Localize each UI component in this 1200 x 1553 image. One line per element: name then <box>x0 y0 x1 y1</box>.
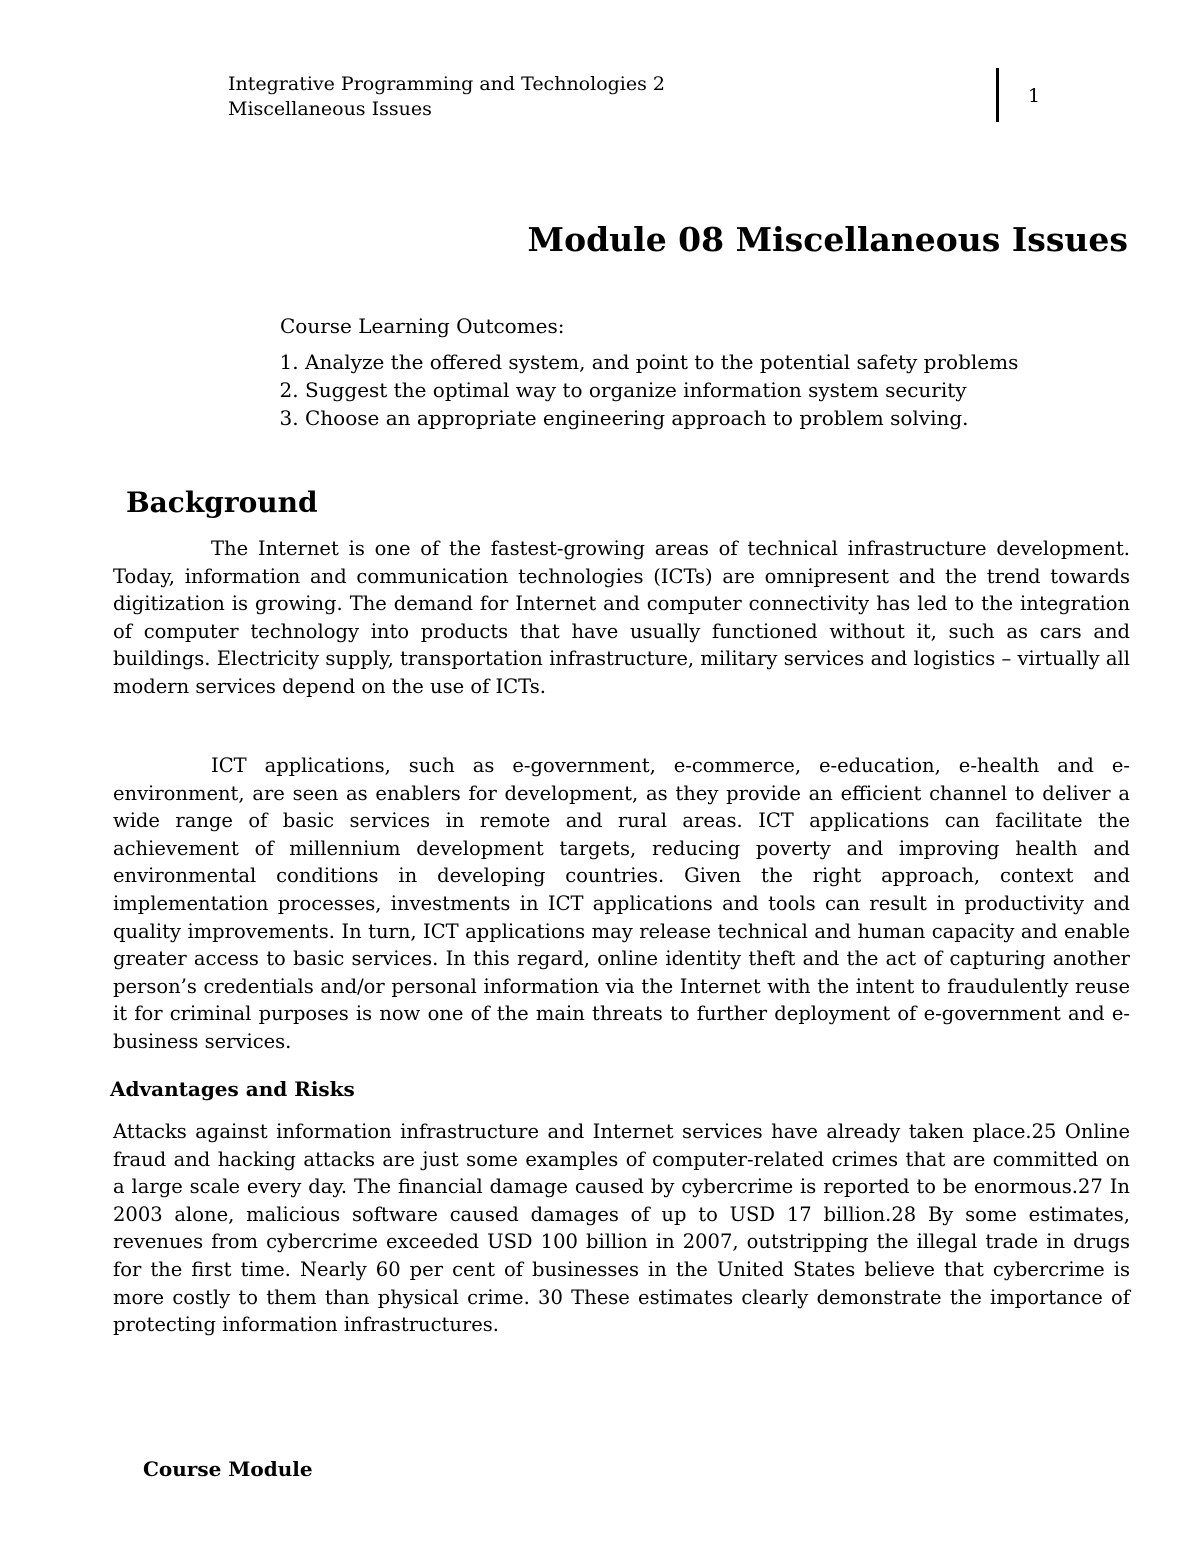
page-number: 1 <box>1028 85 1041 107</box>
advantages-heading: Advantages and Risks <box>110 1077 355 1101</box>
learning-outcomes <box>280 314 1018 432</box>
module-title: Module 08 Miscellaneous Issues <box>527 220 1128 259</box>
learning-outcome-item: 2. Suggest the optimal way to organize information system security <box>305 376 1018 404</box>
running-header <box>228 72 665 122</box>
background-paragraph-1: The Internet is one of the fastest-growing areas of technical infrastructure development. Today, information and communication technologies (ICTs) are omnipresent and the trend towards digitization is growing. The demand for Internet and computer connectivity has led to the integration of computer technology into products that have usually functioned without it, such as cars and buildings. Electricity supply, transportation infrastructure, military services and logistics – virtually all modern services depend on the use of ICTs. <box>113 537 1130 698</box>
header-subtitle: Miscellaneous Issues <box>228 98 432 120</box>
learning-outcome-item: 3. Choose an appropriate engineering approach to problem solving. <box>305 404 1018 432</box>
learning-outcomes-label: Course Learning Outcomes: <box>280 314 565 338</box>
background-heading: Background <box>126 486 318 519</box>
learning-outcome-item: 1. Analyze the offered system, and point to the potential safety problems <box>305 348 1018 376</box>
advantages-paragraph: Attacks against information infrastructure and Internet services have already taken place.25 Online fraud and hacking attacks are just some examples of computer-related crimes that are committed on a large scale every day. The financial damage caused by cybercrime is reported to be enormous.27 In 2003 alone, malicious software caused damages of up to USD 17 billion.28 By some estimates, revenues from cybercrime exceeded USD 100 billion in 2007, outstripping the illegal trade in drugs for the first time. Nearly 60 per cent of businesses in the United States believe that cybercrime is more costly to them than physical crime. 30 These estimates clearly demonstrate the importance of protecting information infrastructures. <box>113 1120 1130 1337</box>
background-paragraph-2: ICT applications, such as e-government, e-commerce, e-education, e-health and e-environment, are seen as enablers for development, as they provide an efficient channel to deliver a wide range of basic services in remote and rural areas. ICT applications can facilitate the achievement of millennium development targets, reducing poverty and improving health and environmental conditions in developing countries. Given the right approach, context and implementation processes, investments in ICT applications and tools can result in productivity and quality improvements. In turn, ICT applications may release technical and human capacity and enable greater access to basic services. In this regard, online identity theft and the act of capturing another person’s credentials and/or personal information via the Internet with the intent to fraudulently reuse it for criminal purposes is now one of the main threats to further deployment of e-government and e-business services. <box>113 754 1130 1053</box>
page-number-divider <box>996 68 999 122</box>
header-course-title: Integrative Programming and Technologies 2 <box>228 73 665 95</box>
footer-label: Course Module <box>143 1457 313 1481</box>
learning-outcomes-list <box>280 348 1018 432</box>
